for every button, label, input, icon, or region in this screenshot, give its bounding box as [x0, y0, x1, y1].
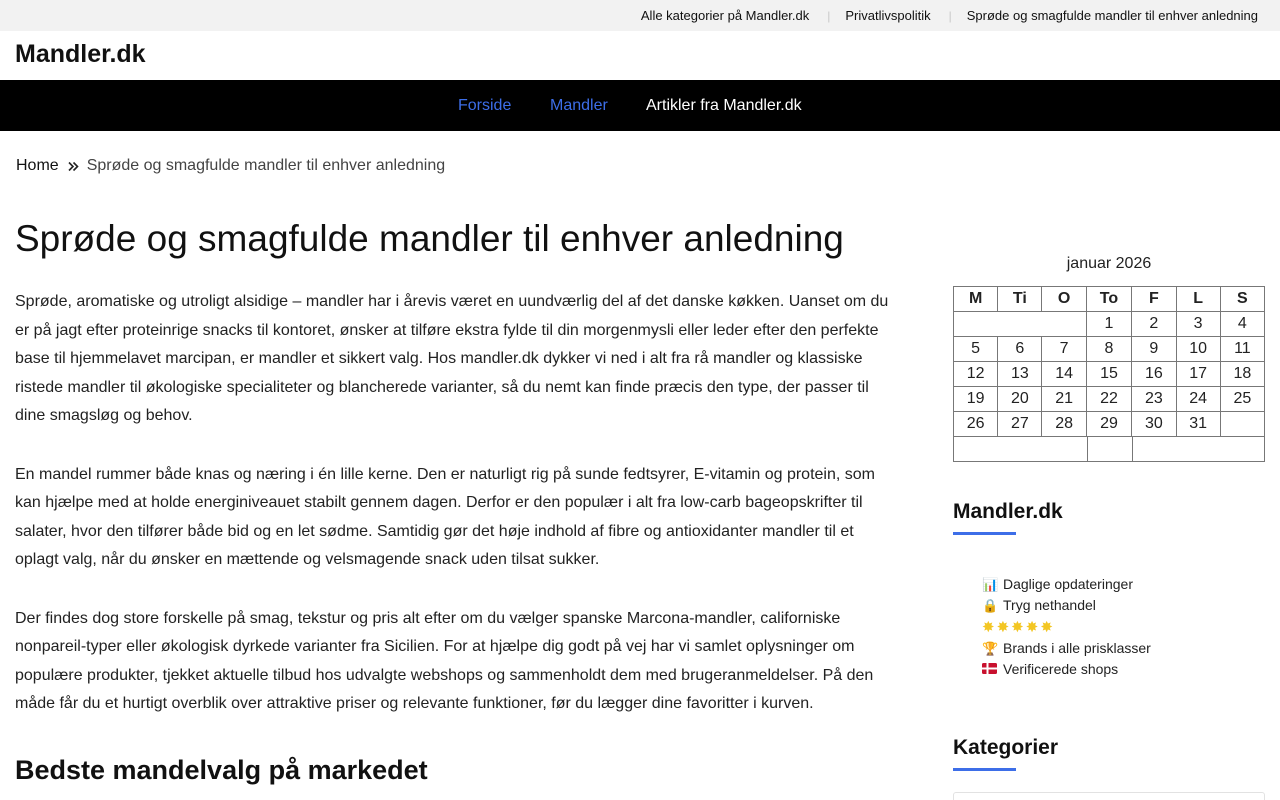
calendar-weekday: M [954, 287, 998, 312]
categories-select-box[interactable] [953, 792, 1265, 800]
sidebar-feature-list [982, 574, 1151, 680]
calendar-day: 18 [1220, 362, 1264, 387]
calendar-month-caption: januar 2026 [1066, 255, 1152, 272]
calendar-day: 27 [998, 412, 1042, 437]
nav-item-artikler[interactable]: Artikler fra Mandler.dk [646, 97, 802, 114]
calendar-weekday: F [1132, 287, 1176, 312]
calendar-day: 3 [1176, 312, 1220, 337]
lock-icon: 🔒 [982, 598, 999, 614]
calendar-day: 15 [1086, 362, 1132, 387]
calendar-day: 5 [954, 337, 998, 362]
list-item [982, 574, 1151, 595]
calendar-widget [953, 253, 1265, 462]
calendar-table [953, 286, 1265, 437]
top-link-separator: | [827, 8, 831, 23]
feature-label: Verificerede shops [1003, 661, 1119, 678]
trophy-icon: 🏆 [982, 641, 999, 657]
star-icon: ✸ [1025, 618, 1039, 636]
article-content [15, 216, 893, 786]
calendar-empty-cell [954, 312, 1087, 337]
calendar-day: 21 [1042, 387, 1086, 412]
sidebar-widget-underline [953, 532, 1016, 535]
article-paragraph-1: Sprøde, aromatiske og utroligt alsidige – mandler har i årevis været en uundværlig del af det danske køkken. Uanset om du er på jagt efter proteinrige snacks til kontoret, ønsker at tilføre ekstra fylde til din morgenmysli eller leder efter den perfekte base til hjemmelavet marcipan, er mandler et sikkert valg. Hos mandler.dk dykker vi ned i alt fra rå mandler og klassiske ristede mandler til økologiske specialiteter og blancherede varianter, så du nemt kan finde præcis den type, der passer til dine smagsløg og behov. [15, 293, 889, 424]
calendar-day: 29 [1086, 412, 1132, 437]
calendar-day: 20 [998, 387, 1042, 412]
calendar-day: 31 [1176, 412, 1220, 437]
star-rating-icon [982, 617, 1055, 638]
page-title: Sprøde og smagfulde mandler til enhver anledning [15, 218, 844, 259]
calendar-day: 12 [954, 362, 998, 387]
categories-widget-title: Kategorier [953, 736, 1059, 759]
top-link-all-categories[interactable]: Alle kategorier på Mandler.dk [640, 8, 810, 23]
calendar-weekday-row [954, 287, 1265, 312]
list-item [982, 659, 1151, 680]
list-item [982, 595, 1151, 616]
double-chevron-right-icon [68, 161, 79, 172]
calendar-week-row [954, 312, 1265, 337]
calendar-day: 17 [1176, 362, 1220, 387]
calendar-day: 24 [1176, 387, 1220, 412]
top-link-separator: | [948, 8, 952, 23]
top-link-privacy-policy[interactable]: Privatlivspolitik [845, 8, 931, 23]
calendar-day: 30 [1132, 412, 1176, 437]
calendar-day: 8 [1086, 337, 1132, 362]
calendar-week-row [954, 412, 1265, 437]
calendar-day: 13 [998, 362, 1042, 387]
top-utility-bar [0, 0, 1280, 31]
calendar-week-row [954, 337, 1265, 362]
calendar-weekday: O [1042, 287, 1086, 312]
calendar-day: 22 [1086, 387, 1132, 412]
article-subheading: Bedste mandelvalg på markedet [15, 754, 428, 785]
star-icon: ✸ [982, 618, 995, 636]
calendar-next-month[interactable] [1133, 437, 1264, 461]
feature-label: Daglige opdateringer [1003, 576, 1133, 593]
feature-label: Tryg nethandel [1003, 597, 1096, 614]
top-utility-links [641, 8, 1258, 23]
top-link-current-article[interactable]: Sprøde og smagfulde mandler til enhver anledning [966, 8, 1258, 23]
breadcrumb-current-page: Sprøde og smagfulde mandler til enhver anledning [86, 157, 446, 174]
calendar-day: 28 [1042, 412, 1086, 437]
calendar-day: 19 [954, 387, 998, 412]
calendar-day: 1 [1086, 312, 1132, 337]
calendar-weekday: L [1176, 287, 1220, 312]
feature-label: Brands i alle prisklasser [1003, 640, 1151, 657]
calendar-day: 7 [1042, 337, 1086, 362]
bar-chart-icon: 📊 [982, 577, 999, 593]
calendar-day: 23 [1132, 387, 1176, 412]
breadcrumb-home-link[interactable]: Home [16, 157, 59, 174]
calendar-week-row [954, 362, 1265, 387]
list-item [982, 617, 1151, 638]
calendar-weekday: Ti [998, 287, 1042, 312]
calendar-nav-spacer [1088, 437, 1133, 461]
calendar-empty-cell [1220, 412, 1264, 437]
categories-widget-underline [953, 768, 1016, 771]
nav-item-mandler[interactable]: Mandler [550, 97, 608, 114]
calendar-day: 10 [1176, 337, 1220, 362]
star-icon: ✸ [996, 618, 1010, 636]
breadcrumb [16, 157, 445, 175]
calendar-day: 16 [1132, 362, 1176, 387]
calendar-prev-month[interactable] [954, 437, 1088, 461]
calendar-navigation-row [953, 437, 1265, 462]
site-title[interactable]: Mandler.dk [15, 40, 146, 68]
list-item [982, 638, 1151, 659]
nav-item-forside[interactable]: Forside [458, 97, 512, 114]
calendar-weekday: To [1086, 287, 1132, 312]
calendar-weekday: S [1220, 287, 1264, 312]
sidebar-widget-title: Mandler.dk [953, 500, 1063, 523]
calendar-day: 11 [1220, 337, 1264, 362]
calendar-day: 25 [1220, 387, 1264, 412]
calendar-day: 2 [1132, 312, 1176, 337]
calendar-day: 6 [998, 337, 1042, 362]
article-paragraph-3: Der findes dog store forskelle på smag, tekstur og pris alt efter om du vælger spanske Marcona-mandler, californiske nonpareil-typer eller økologisk dyrkede varianter fra Sicilien. For at hjælpe dig godt på vej har vi samlet oplysninger om populære produkter, tjekket aktuelle tilbud hos udvalgte webshops og sammenholdt dem med brugeranmeldelser. På den måde får du et hurtigt overblik over attraktive priser og relevante funktioner, før du lægger dine favoritter i kurven. [15, 609, 874, 712]
calendar-week-row [954, 387, 1265, 412]
danish-flag-icon [982, 659, 1003, 680]
article-paragraph-2: En mandel rummer både knas og næring i én lille kerne. Den er naturligt rig på sunde fedtsyrer, E-vitamin og protein, som kan hjælpe med at holde energiniveauet stabilt gennem dagen. Derfor er den populær i alt fra low-carb bageopskrifter til salater, hvor den tilfører både bid og en let sødme. Samtidig gør det høje indhold af fibre og antioxidanter mandler til et oplagt valg, når du ønsker en mættende og velsmagende snack uden tilsat sukker. [15, 465, 875, 568]
calendar-day: 26 [954, 412, 998, 437]
star-icon: ✸ [1011, 618, 1024, 636]
calendar-day: 14 [1042, 362, 1086, 387]
star-icon: ✸ [1040, 618, 1053, 636]
calendar-day: 4 [1220, 312, 1264, 337]
main-navigation [0, 80, 1280, 131]
calendar-day: 9 [1132, 337, 1176, 362]
